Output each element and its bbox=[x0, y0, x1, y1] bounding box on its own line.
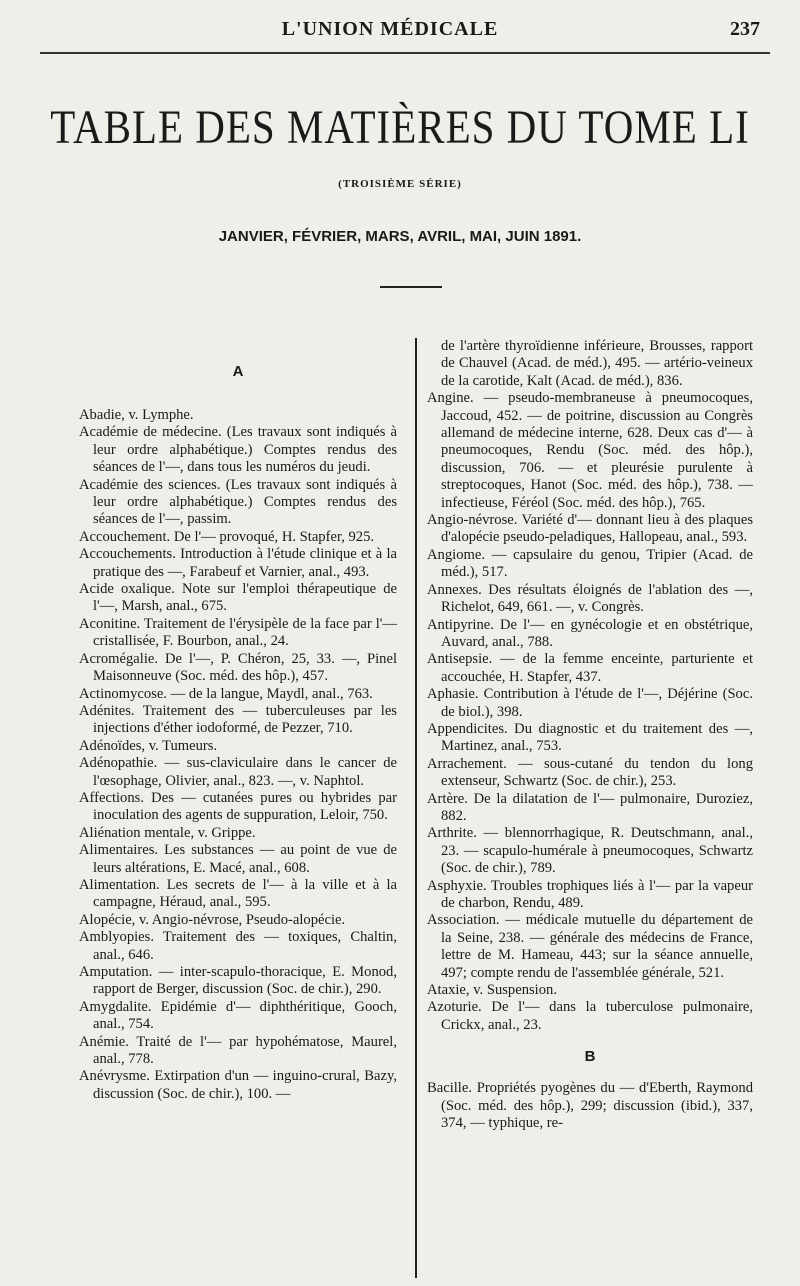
left-entries bbox=[79, 407, 397, 1103]
index-entry: Anémie. Traité de l'— par hypohématose, Maurel, anal., 778. bbox=[79, 1033, 397, 1068]
index-entry: Amygdalite. Epidémie d'— diphthéritique, Gooch, anal., 754. bbox=[79, 998, 397, 1033]
right-entries bbox=[427, 390, 753, 1034]
right-column bbox=[427, 338, 753, 1132]
index-entry: Adénopathie. — sus-claviculaire dans le cancer de l'œsophage, Olivier, anal., 823. —, v. Naphtol. bbox=[79, 755, 397, 789]
index-entry: Actinomycose. — de la langue, Maydl, anal., 763. bbox=[79, 685, 373, 702]
index-entry: Association. — médicale mutuelle du département de la Seine, 238. — générale des médecins de France, lettre de M. Hameau, 443; sur la séance annuelle, 497; compte rendu de l'assemblée générale, 521. bbox=[427, 912, 753, 981]
index-entry: Alimentation. Les secrets de l'— à la ville et à la campagne, Héraud, anal., 595. bbox=[79, 876, 397, 911]
index-entry-continuation: de l'artère thyroïdienne inférieure, Brousses, rapport de Chauvel (Acad. de méd.), 495. — artério-veineux de la carotide, Kalt (Acad. de méd.), 836. bbox=[441, 338, 753, 389]
index-entry: Annexes. Des résultats éloignés de l'ablation des —, Richelot, 649, 661. —, v. Congrès. bbox=[427, 581, 753, 616]
index-entry: Affections. Des — cutanées pures ou hybrides par inoculation des agents de suppuration, Leloir, 750. bbox=[79, 789, 397, 824]
right-entries-b bbox=[427, 1080, 753, 1132]
index-entry: Angio-névrose. Variété d'— donnant lieu à des plaques d'alopécie pseudo-peladiques, Hallopeau, anal., 593. bbox=[427, 512, 753, 546]
index-entry: Adénites. Traitement des — tuberculeuses par les injections d'éther iodoformé, de Pezzer, 710. bbox=[79, 702, 397, 737]
column-divider bbox=[415, 338, 417, 1278]
index-entry: Bacille. Propriétés pyogènes du — d'Eberth, Raymond (Soc. méd. des hôp.), 299; discussion (ibid.), 337, 374, — typhique, re- bbox=[427, 1080, 753, 1132]
index-entry: Académie des sciences. (Les travaux sont indiqués à leur ordre alphabétique.) Comptes rendus des séances de l'—, passim. bbox=[79, 476, 397, 528]
index-entry: Arrachement. — sous-cutané du tendon du long extenseur, Schwartz (Soc. de chir.), 253. bbox=[427, 755, 753, 790]
index-entry: Asphyxie. Troubles trophiques liés à l'— par la vapeur de charbon, Rendu, 489. bbox=[427, 877, 753, 911]
section-letter-a: A bbox=[232, 363, 244, 380]
index-entry: Abadie, v. Lymphe. bbox=[79, 407, 194, 423]
header-rule bbox=[40, 52, 770, 54]
dates-subtitle: JANVIER, FÉVRIER, MARS, AVRIL, MAI, JUIN 1891. bbox=[218, 228, 582, 245]
index-entry: Acromégalie. De l'—, P. Chéron, 25, 33. —, Pinel Maisonneuve (Soc. méd. des hôp.), 457. bbox=[79, 650, 397, 685]
page-title: TABLE DES MATIÈRES DU TOME LI bbox=[50, 100, 750, 154]
index-entry: Adénoïdes, v. Tumeurs. bbox=[79, 737, 218, 754]
index-entry: Amputation. — inter-scapulo-thoracique, E. Monod, rapport de Berger, discussion (Soc. de chir.), 290. bbox=[79, 964, 397, 998]
index-entry: Antisepsie. — de la femme enceinte, parturiente et accouchée, H. Stapfer, 437. bbox=[427, 651, 753, 685]
index-entry: Amblyopies. Traitement des — toxiques, Chaltin, anal., 646. bbox=[79, 929, 397, 963]
index-entry: Appendicites. Du diagnostic et du traitement des —, Martinez, anal., 753. bbox=[427, 720, 753, 755]
index-entry: Accouchement. De l'— provoqué, H. Stapfer, 925. bbox=[79, 528, 375, 545]
index-entry: Acide oxalique. Note sur l'emploi thérapeutique de l'—, Marsh, anal., 675. bbox=[79, 581, 397, 615]
index-entry: Aphasie. Contribution à l'étude de l'—, Déjérine (Soc. de biol.), 398. bbox=[427, 686, 753, 720]
index-entry: Angine. — pseudo-membraneuse à pneumocoques, Jaccoud, 452. — de poitrine, discussion au Congrès allemand de médecine interne, 628. Deux cas d'— à pneumocoques, Rendu (Soc. méd. des hôp.), discussion, 706. — et pleurésie purulente à streptocoques, Hanot (Soc. méd. des hôp.), 738. — infectieuse, Féréol (Soc. méd. des hôp.), 765. bbox=[427, 390, 753, 511]
index-entry: Arthrite. — blennorrhagique, R. Deutschmann, anal., 23. — scapulo-humérale à pneumocoques, Schwartz (Soc. de chir.), 789. bbox=[427, 825, 753, 877]
left-column bbox=[79, 355, 397, 1103]
index-entry: Angiome. — capsulaire du genou, Tripier (Acad. de méd.), 517. bbox=[427, 546, 753, 581]
index-entry: Artère. De la dilatation de l'— pulmonaire, Duroziez, 882. bbox=[427, 790, 753, 824]
index-entry: Azoturie. De l'— dans la tuberculose pulmonaire, Crickx, anal., 23. bbox=[427, 999, 753, 1033]
index-entry: Alimentaires. Les substances — au point de vue de leurs altérations, E. Macé, anal., 608. bbox=[79, 842, 397, 876]
index-entry: Alopécie, v. Angio-névrose, Pseudo-alopécie. bbox=[79, 911, 346, 928]
index-entry: Aliénation mentale, v. Grippe. bbox=[79, 824, 256, 841]
section-letter-b: B bbox=[584, 1048, 596, 1066]
series-subtitle: (TROISIÈME SÉRIE) bbox=[338, 178, 462, 190]
index-entry: Anévrysme. Extirpation d'un — inguino-crural, Bazy, discussion (Soc. de chir.), 100. — bbox=[79, 1068, 397, 1102]
index-entry: Aconitine. Traitement de l'érysipèle de la face par l'— cristallisée, F. Bourbon, anal., 24. bbox=[79, 615, 397, 650]
running-head bbox=[20, 18, 760, 44]
index-entry: Accouchements. Introduction à l'étude clinique et à la pratique des —, Farabeuf et Varnier, anal., 493. bbox=[79, 546, 397, 580]
index-entry: Antipyrine. De l'— en gynécologie et en obstétrique, Auvard, anal., 788. bbox=[427, 616, 753, 650]
page-number: 237 bbox=[730, 18, 760, 40]
running-title: L'UNION MÉDICALE bbox=[281, 18, 499, 40]
index-entry: Académie de médecine. (Les travaux sont indiqués à leur ordre alphabétique.) Comptes rendus des séances de l'—, dans tous les numéros du jeudi. bbox=[79, 424, 397, 476]
title-divider bbox=[380, 286, 442, 288]
index-entry: Ataxie, v. Suspension. bbox=[427, 982, 557, 999]
